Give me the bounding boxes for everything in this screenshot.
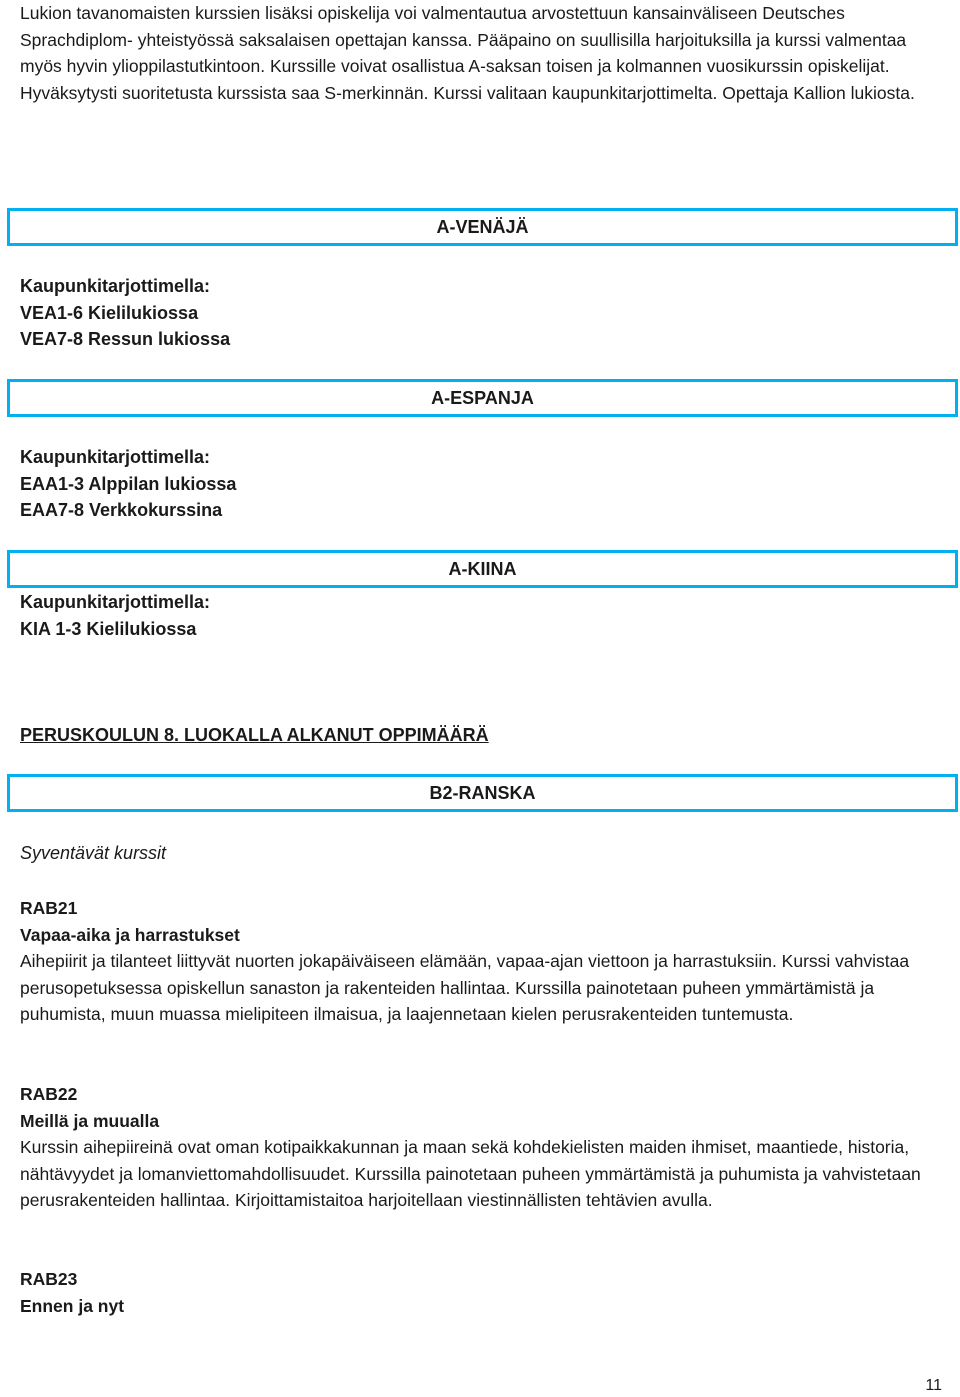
section-title: A-ESPANJA bbox=[431, 388, 534, 408]
syventavat-label: Syventävät kurssit bbox=[20, 843, 167, 863]
section-line: Kaupunkitarjottimella: bbox=[20, 276, 211, 296]
course-rab23 bbox=[20, 1266, 940, 1319]
section-line: VEA7-8 Ressun lukiossa bbox=[20, 329, 231, 349]
intro-text: Lukion tavanomaisten kurssien lisäksi opiskelija voi valmentautua arvostettuun kansainväliseen Deutsches Sprachdiplom- yhteistyössä saksalaisen opettajan kanssa. Pääpaino on suullisilla harjoituksilla ja kurssi valmentaa myös hyvin ylioppilastutkintoon. Kurssille voivat osallistua A-saksan toisen ja kolmannen vuosikurssin opiskelijat. Hyväksytysti suoritetusta kurssista saa S-merkinnän. Kurssi valitaan kaupunkitarjottimelta. Opettaja Kallion lukiosta. bbox=[20, 3, 915, 103]
section-header-a-espanja bbox=[7, 379, 958, 417]
section-body-a-espanja bbox=[20, 444, 940, 524]
section-title: A-VENÄJÄ bbox=[436, 217, 529, 237]
section-header-b2-ranska bbox=[7, 774, 958, 812]
course-description: Kurssin aihepiireinä ovat oman kotipaikkakunnan ja maan sekä kohdekielisten maiden ihmiset, maantiede, historia, nähtävyydet ja lomanviettomahdollisuudet. Kurssilla painotetaan puheen ymmärtämistä ja puhumista ja vahvistetaan perusrakenteiden hallintaa. Kirjoittamistaitoa harjoitellaan viestinnällisten tehtävien avulla. bbox=[20, 1137, 921, 1210]
section-header-a-venaja bbox=[7, 208, 958, 246]
section-header-a-kiina bbox=[7, 550, 958, 588]
intro-paragraph bbox=[20, 0, 940, 106]
section-line: KIA 1-3 Kielilukiossa bbox=[20, 618, 197, 639]
course-rab21 bbox=[20, 895, 940, 1028]
section-line: EAA7-8 Verkkokurssina bbox=[20, 500, 223, 520]
course-code: RAB23 bbox=[20, 1269, 78, 1289]
section-line: Kaupunkitarjottimella: bbox=[20, 447, 211, 467]
peruskoulu-heading: PERUSKOULUN 8. LUOKALLA ALKANUT OPPIMÄÄRÄ bbox=[20, 725, 489, 745]
course-code: RAB22 bbox=[20, 1084, 78, 1104]
section-line: VEA1-6 Kielilukiossa bbox=[20, 302, 199, 323]
page-number: 11 bbox=[925, 1377, 942, 1394]
course-title: Ennen ja nyt bbox=[20, 1295, 125, 1316]
section-line: Kaupunkitarjottimella: bbox=[20, 592, 211, 612]
course-description: Aihepiirit ja tilanteet liittyvät nuorten jokapäiväiseen elämään, vapaa-ajan viettoon ja harrastuksiin. Kurssi vahvistaa perusopetuksessa opiskellun sanaston ja rakenteiden hallintaa. Kurssilla painotetaan puheen ymmärtämistä ja puhumista, muun muassa mielipiteen ilmaisua, ja laajennetaan kielen perusrakenteiden tuntemusta. bbox=[20, 951, 910, 1024]
course-title: Vapaa-aika ja harrastukset bbox=[20, 924, 240, 945]
section-body-a-venaja bbox=[20, 273, 940, 353]
section-title: B2-RANSKA bbox=[429, 783, 536, 803]
course-rab22 bbox=[20, 1081, 940, 1214]
section-line: EAA1-3 Alppilan lukiossa bbox=[20, 473, 237, 494]
course-code: RAB21 bbox=[20, 898, 78, 918]
section-title: A-KIINA bbox=[448, 559, 517, 579]
section-body-a-kiina bbox=[20, 589, 940, 642]
course-title: Meillä ja muualla bbox=[20, 1110, 160, 1131]
